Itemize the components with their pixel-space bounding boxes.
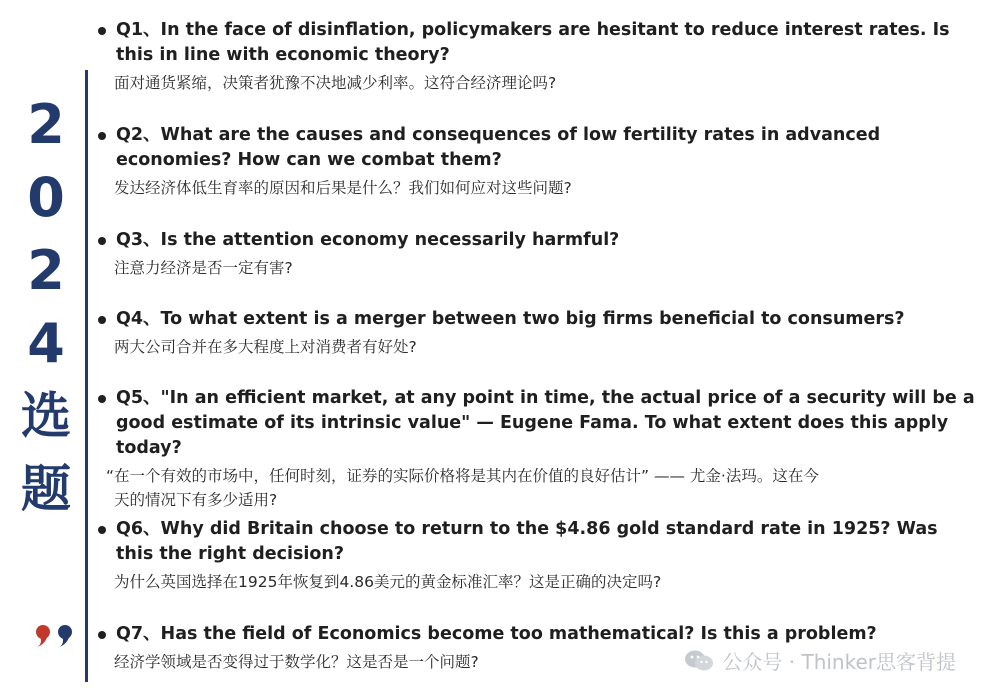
watermark-text: 公众号 · Thinker思客背提: [722, 650, 956, 674]
title-char: 2: [27, 93, 65, 156]
quote-marks-icon: [34, 622, 78, 648]
question-chinese-line: “在一个有效的市场中，任何时刻，证券的实际价格将是其内在价值的良好估计” —— 尤金·法玛。这在今: [106, 467, 819, 485]
wechat-icon: [684, 649, 714, 673]
question-item: [96, 18, 976, 95]
question-chinese: 经济学领域是否变得过于数学化？这是否是一个问题?: [114, 653, 479, 671]
question-chinese: 面对通货紧缩，决策者犹豫不决地减少利率。这符合经济理论吗?: [114, 74, 557, 92]
question-english: Q4、To what extent is a merger between two big firms beneficial to consumers?: [96, 307, 976, 332]
question-english: Q7、Has the field of Economics become too mathematical? Is this a problem?: [96, 622, 976, 647]
year-topic-title: [14, 88, 78, 526]
question-chinese: 两大公司合并在多大程度上对消费者有好处?: [114, 338, 417, 356]
question-chinese: 为什么英国选择在1925年恢复到4.86美元的黄金标准汇率？这是正确的决定吗?: [114, 573, 662, 591]
question-english: Q1、In the face of disinflation, policymakers are hesitant to reduce interest rates. Is this in line with economic theory?: [96, 18, 976, 68]
title-char: 4: [27, 312, 65, 375]
question-english: Q5、"In an efficient market, at any point in time, the actual price of a security will be a good estimate of its intrinsic value" — Eugene Fama. To what extent does this apply today?: [96, 386, 976, 461]
question-chinese: [96, 464, 976, 512]
question-english: Q3、Is the attention economy necessarily harmful?: [96, 228, 976, 253]
title-char: 选: [21, 387, 71, 445]
title-char: 0: [27, 166, 65, 229]
vertical-divider: [85, 70, 88, 682]
question-chinese: 注意力经济是否一定有害?: [114, 259, 293, 277]
question-english: Q6、Why did Britain choose to return to the $4.86 gold standard rate in 1925? Was this the right decision?: [96, 517, 976, 567]
question-english: Q2、What are the causes and consequences of low fertility rates in advanced economies? How can we combat them?: [96, 123, 976, 173]
title-char: 2: [27, 239, 65, 302]
question-item: [96, 123, 976, 200]
question-item: [96, 386, 976, 512]
question-item: [96, 228, 976, 280]
question-item: [96, 307, 976, 359]
question-chinese-line: 天的情况下有多少适用?: [114, 491, 278, 509]
title-char: 题: [21, 460, 71, 518]
watermark: [684, 646, 956, 675]
question-chinese: 发达经济体低生育率的原因和后果是什么？我们如何应对这些问题?: [114, 179, 572, 197]
question-item: [96, 517, 976, 594]
